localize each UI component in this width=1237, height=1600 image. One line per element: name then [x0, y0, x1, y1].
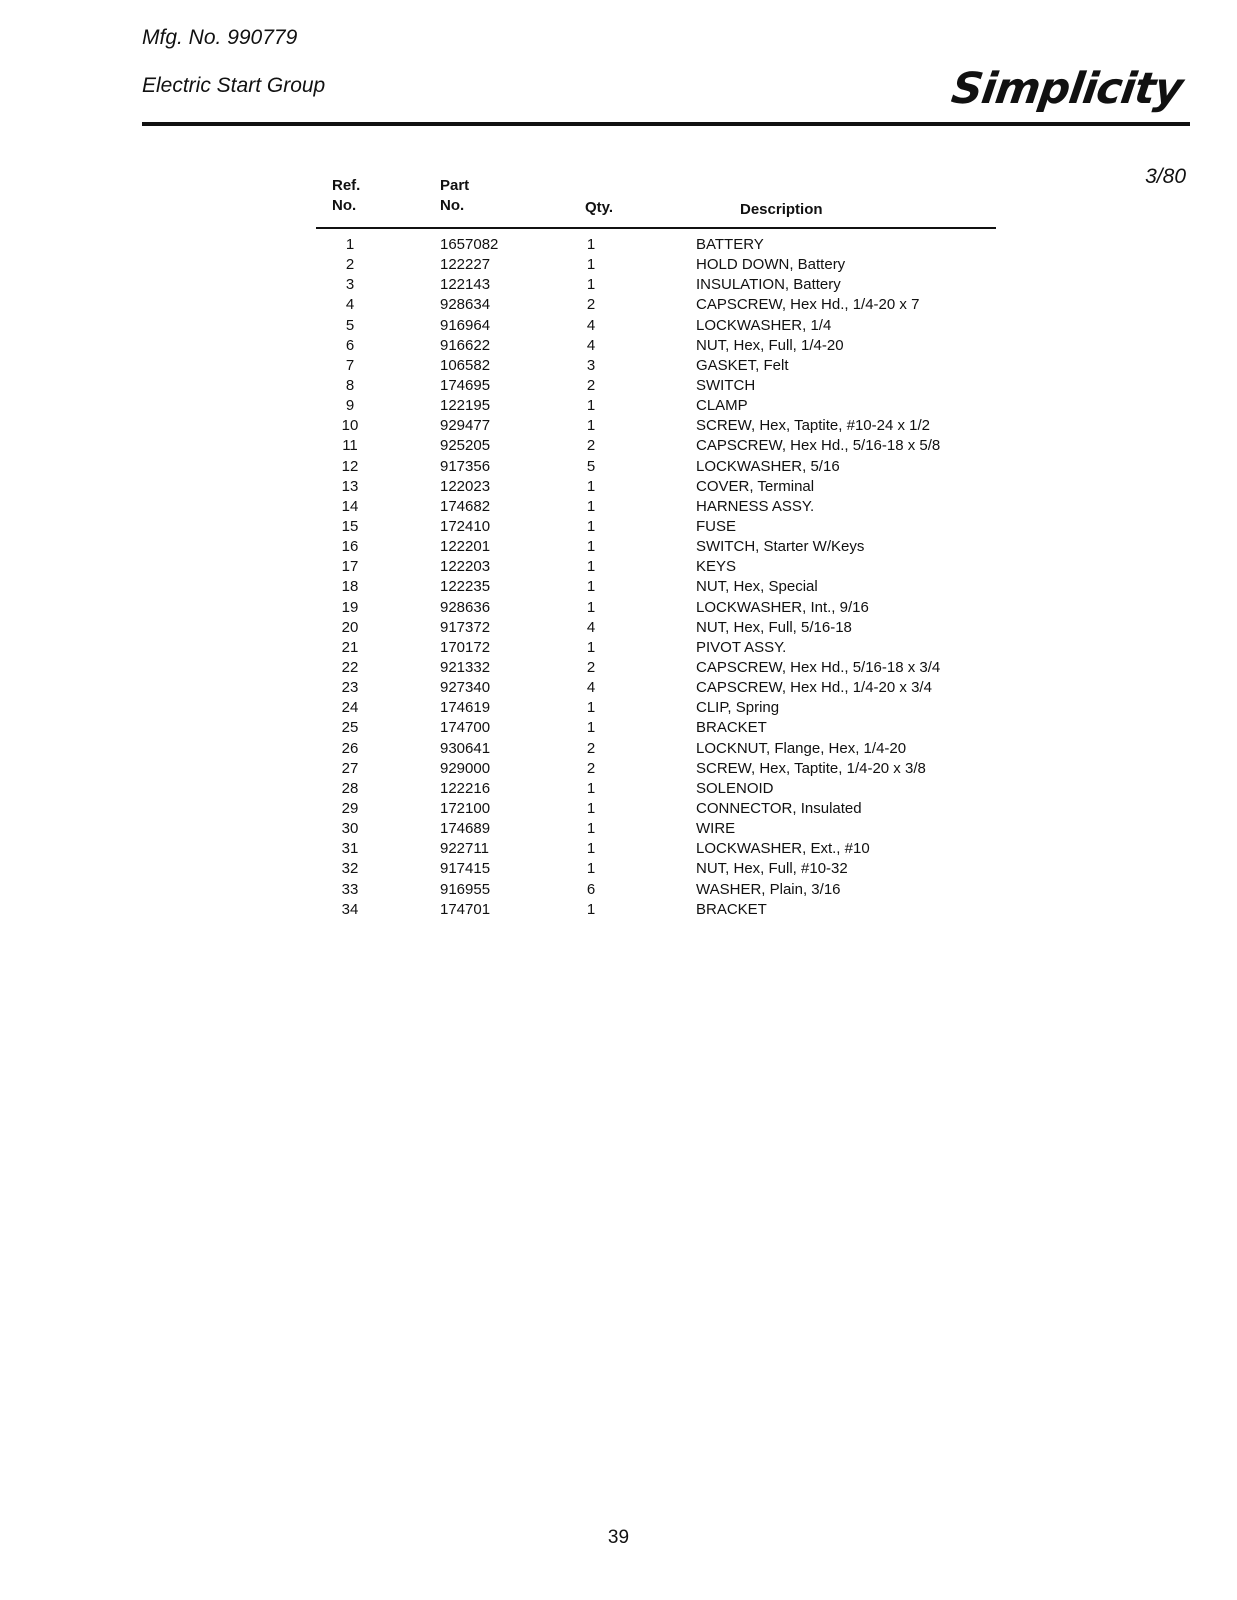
ref-number: 19: [341, 598, 359, 616]
description: LOCKWASHER, Int., 9/16: [696, 598, 869, 616]
quantity: 1: [586, 860, 596, 878]
part-number: 174682: [440, 497, 491, 515]
part-number: 106582: [440, 356, 491, 374]
table-row: [0, 900, 1237, 920]
ref-number: 21: [341, 638, 359, 656]
parts-table-body: [0, 235, 1237, 920]
part-number: 917356: [440, 457, 491, 475]
part-number: 122201: [440, 538, 491, 556]
description: COVER, Terminal: [696, 477, 815, 495]
column-header-ref-line2: No.: [332, 197, 357, 214]
ref-number: 33: [341, 880, 359, 898]
column-header-ref-line1: Ref.: [332, 177, 361, 194]
description: INSULATION, Battery: [696, 276, 841, 294]
description: WIRE: [696, 820, 736, 838]
ref-number: 4: [345, 296, 355, 314]
table-row: [0, 275, 1237, 295]
ref-number: 3: [345, 276, 355, 294]
quantity: 1: [586, 558, 596, 576]
table-row: [0, 235, 1237, 255]
description: BRACKET: [696, 900, 767, 918]
ref-number: 24: [341, 699, 359, 717]
description: NUT, Hex, Full, #10-32: [696, 860, 848, 878]
quantity: 2: [586, 759, 596, 777]
quantity: 4: [586, 679, 596, 697]
ref-number: 1: [345, 236, 355, 253]
ref-number: 5: [345, 316, 355, 334]
ref-number: 29: [341, 799, 359, 817]
part-number: 172100: [440, 799, 491, 817]
table-row: [0, 517, 1237, 537]
part-number: 1657082: [440, 236, 499, 253]
description: WASHER, Plain, 3/16: [696, 880, 841, 898]
quantity: 1: [586, 638, 596, 656]
ref-number: 10: [341, 417, 359, 435]
table-row: [0, 799, 1237, 819]
description: HOLD DOWN, Battery: [696, 256, 846, 274]
quantity: 1: [586, 719, 596, 737]
description: NUT, Hex, Special: [696, 578, 818, 596]
part-number: 122203: [440, 558, 491, 576]
quantity: 2: [586, 739, 596, 757]
table-row: [0, 336, 1237, 356]
part-number: 925205: [440, 437, 491, 455]
ref-number: 23: [341, 679, 359, 697]
column-header-part-line1: Part: [440, 177, 470, 194]
part-number: 927340: [440, 679, 491, 697]
ref-number: 30: [341, 820, 359, 838]
quantity: 1: [586, 820, 596, 838]
quantity: 1: [586, 397, 596, 415]
ref-number: 32: [341, 860, 359, 878]
description: FUSE: [696, 517, 737, 535]
part-number: 170172: [440, 638, 491, 656]
part-number: 174701: [440, 900, 491, 918]
table-row: [0, 497, 1237, 517]
table-row: [0, 839, 1237, 859]
quantity: 1: [586, 517, 596, 535]
description: NUT, Hex, Full, 5/16-18: [696, 618, 852, 636]
revision-date: 3/80: [1145, 165, 1186, 188]
quantity: 2: [586, 296, 596, 314]
quantity: 1: [586, 799, 596, 817]
description: CAPSCREW, Hex Hd., 5/16-18 x 5/8: [696, 437, 941, 455]
table-row: [0, 819, 1237, 839]
part-number: 174695: [440, 376, 491, 394]
part-number: 174700: [440, 719, 491, 737]
header-rule: [142, 122, 1190, 126]
quantity: 5: [586, 457, 596, 475]
mfg-number: Mfg. No. 990779: [142, 26, 298, 49]
description: HARNESS ASSY.: [696, 497, 815, 515]
ref-number: 12: [341, 457, 359, 475]
ref-number: 15: [341, 517, 359, 535]
ref-number: 20: [341, 618, 359, 636]
table-row: [0, 638, 1237, 658]
ref-number: 9: [345, 397, 355, 415]
part-number: 928634: [440, 296, 491, 314]
part-number: 172410: [440, 517, 491, 535]
table-row: [0, 739, 1237, 759]
description: GASKET, Felt: [696, 356, 789, 374]
quantity: 1: [586, 256, 596, 274]
column-header-part: [440, 176, 469, 216]
table-row: [0, 678, 1237, 698]
table-row: [0, 598, 1237, 618]
table-row: [0, 457, 1237, 477]
group-title: Electric Start Group: [142, 74, 326, 97]
quantity: 3: [586, 356, 596, 374]
description: CAPSCREW, Hex Hd., 1/4-20 x 3/4: [696, 679, 932, 697]
table-row: [0, 537, 1237, 557]
table-row: [0, 436, 1237, 456]
part-number: 929000: [440, 759, 491, 777]
quantity: 1: [586, 497, 596, 515]
quantity: 2: [586, 437, 596, 455]
table-row: [0, 477, 1237, 497]
part-number: 929477: [440, 417, 491, 435]
quantity: 1: [586, 840, 596, 858]
description: CAPSCREW, Hex Hd., 1/4-20 x 7: [696, 296, 920, 314]
description: SCREW, Hex, Taptite, #10-24 x 1/2: [696, 417, 931, 435]
ref-number: 28: [341, 779, 359, 797]
ref-number: 14: [341, 497, 359, 515]
description: CLIP, Spring: [696, 699, 780, 717]
table-header-rule: [316, 227, 996, 229]
quantity: 4: [586, 336, 596, 354]
quantity: 1: [586, 477, 596, 495]
part-number: 916622: [440, 336, 491, 354]
table-row: [0, 557, 1237, 577]
description: SWITCH, Starter W/Keys: [696, 538, 865, 556]
part-number: 922711: [440, 840, 489, 858]
quantity: 1: [586, 236, 596, 253]
quantity: 4: [586, 316, 596, 334]
ref-number: 13: [341, 477, 359, 495]
table-row: [0, 255, 1237, 275]
ref-number: 26: [341, 739, 359, 757]
description: NUT, Hex, Full, 1/4-20: [696, 336, 844, 354]
part-number: 174619: [440, 699, 491, 717]
brand-logo: Simplicity: [948, 64, 1186, 114]
column-header-description: Description: [740, 201, 823, 218]
ref-number: 18: [341, 578, 359, 596]
ref-number: 27: [341, 759, 359, 777]
table-row: [0, 698, 1237, 718]
description: SWITCH: [696, 376, 756, 394]
description: LOCKWASHER, 1/4: [696, 316, 832, 334]
description: BRACKET: [696, 719, 767, 737]
part-number: 916955: [440, 880, 491, 898]
description: LOCKWASHER, Ext., #10: [696, 840, 870, 858]
table-row: [0, 396, 1237, 416]
column-header-qty: Qty.: [585, 199, 614, 216]
quantity: 1: [586, 578, 596, 596]
table-row: [0, 779, 1237, 799]
ref-number: 16: [341, 538, 359, 556]
ref-number: 11: [342, 437, 358, 455]
quantity: 2: [586, 658, 596, 676]
ref-number: 7: [345, 356, 355, 374]
table-row: [0, 295, 1237, 315]
table-row: [0, 718, 1237, 738]
description: CONNECTOR, Insulated: [696, 799, 862, 817]
part-number: 122195: [440, 397, 491, 415]
quantity: 1: [586, 900, 596, 918]
ref-number: 34: [341, 900, 359, 918]
part-number: 916964: [440, 316, 491, 334]
column-header-ref: [332, 176, 360, 216]
table-row: [0, 316, 1237, 336]
description: CAPSCREW, Hex Hd., 5/16-18 x 3/4: [696, 658, 941, 676]
quantity: 1: [586, 699, 596, 717]
quantity: 4: [586, 618, 596, 636]
quantity: 1: [586, 417, 596, 435]
table-row: [0, 759, 1237, 779]
ref-number: 31: [341, 840, 359, 858]
quantity: 1: [586, 779, 596, 797]
ref-number: 6: [345, 336, 355, 354]
description: KEYS: [696, 558, 737, 576]
table-row: [0, 618, 1237, 638]
column-header-part-line2: No.: [440, 197, 465, 214]
part-number: 122023: [440, 477, 491, 495]
table-row: [0, 356, 1237, 376]
ref-number: 22: [341, 658, 359, 676]
description: SOLENOID: [696, 779, 774, 797]
description: BATTERY: [696, 236, 764, 253]
page-number: 39: [607, 1527, 630, 1548]
table-row: [0, 376, 1237, 396]
table-row: [0, 658, 1237, 678]
ref-number: 25: [341, 719, 359, 737]
part-number: 930641: [440, 739, 491, 757]
part-number: 917415: [440, 860, 491, 878]
ref-number: 8: [345, 376, 355, 394]
part-number: 917372: [440, 618, 491, 636]
part-number: 174689: [440, 820, 491, 838]
quantity: 6: [586, 880, 596, 898]
table-row: [0, 577, 1237, 597]
part-number: 928636: [440, 598, 491, 616]
quantity: 1: [586, 538, 596, 556]
quantity: 1: [586, 598, 596, 616]
part-number: 122216: [440, 779, 491, 797]
table-row: [0, 880, 1237, 900]
description: PIVOT ASSY.: [696, 638, 787, 656]
part-number: 122235: [440, 578, 491, 596]
table-row: [0, 859, 1237, 879]
quantity: 2: [586, 376, 596, 394]
quantity: 1: [586, 276, 596, 294]
description: LOCKNUT, Flange, Hex, 1/4-20: [696, 739, 907, 757]
description: LOCKWASHER, 5/16: [696, 457, 840, 475]
ref-number: 17: [341, 558, 359, 576]
part-number: 122227: [440, 256, 491, 274]
description: CLAMP: [696, 397, 748, 415]
part-number: 122143: [440, 276, 491, 294]
ref-number: 2: [345, 256, 355, 274]
part-number: 921332: [440, 658, 491, 676]
description: SCREW, Hex, Taptite, 1/4-20 x 3/8: [696, 759, 926, 777]
table-row: [0, 416, 1237, 436]
